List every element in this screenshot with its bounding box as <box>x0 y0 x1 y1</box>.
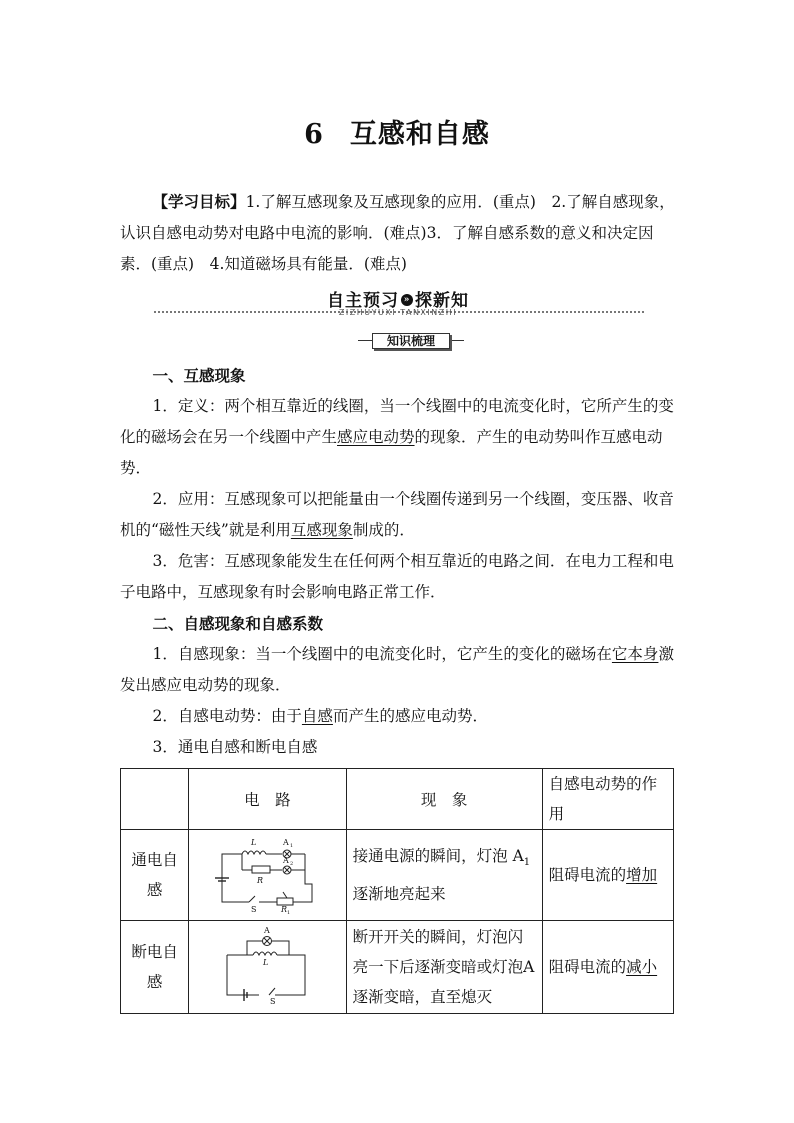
table-corner-cell <box>121 769 189 830</box>
paragraph-definition: 1．定义：两个相互靠近的线圈，当一个线圈中的电流变化时，它所产生的变化的磁场会在另一个线圈中产生感应电动势的现象．产生的电动势叫作互感电动势． <box>120 397 674 477</box>
induction-table <box>120 768 674 1014</box>
page-title <box>0 112 794 151</box>
banner-right-text: 探新知 <box>415 291 469 311</box>
table-row <box>121 830 674 921</box>
inductor-L <box>242 851 266 854</box>
switch-S <box>269 988 275 995</box>
blank-answer: 它本身 <box>611 645 659 663</box>
learning-goals <box>120 186 676 280</box>
header-circuit: 电 路 <box>189 769 346 830</box>
blank-answer: 互感现象 <box>290 521 353 539</box>
svg-text:R: R <box>257 876 264 885</box>
blank-answer: 自感 <box>301 707 333 725</box>
table-header-row <box>121 769 674 830</box>
blank-answer: 增加 <box>626 866 658 884</box>
rheostat-R1 <box>277 898 293 905</box>
wire-left <box>227 955 259 995</box>
switch-S <box>249 896 255 902</box>
svg-text:A: A <box>283 856 290 865</box>
banner-left-text: 自主预习 <box>327 291 399 311</box>
phenomenon-cell: 断开开关的瞬间，灯泡闪亮一下后逐渐变暗或灯泡A逐渐变暗，直至熄灭 <box>346 921 542 1014</box>
wire-right <box>275 955 305 995</box>
row-name: 通电自感 <box>121 830 189 921</box>
svg-text:A: A <box>283 838 290 847</box>
blank-answer: 减小 <box>626 958 658 976</box>
circuit-diagram-cell <box>189 921 346 1014</box>
header-phenomenon: 现 象 <box>346 769 542 830</box>
svg-text:1: 1 <box>287 910 291 914</box>
svg-text:L: L <box>251 838 257 847</box>
make-circuit-diagram <box>207 832 327 914</box>
effect-cell: 阻碍电流的增加 <box>542 830 673 921</box>
row-name: 断电自感 <box>121 921 189 1014</box>
paragraph-self-emf: 2．自感电动势：由于自感而产生的感应电动势． <box>152 707 488 725</box>
svg-text:A: A <box>264 926 271 935</box>
header-effect: 自感电动势的作用 <box>542 769 673 830</box>
svg-text:R: R <box>281 905 288 914</box>
svg-text:L: L <box>263 958 269 967</box>
svg-text:1: 1 <box>290 843 294 849</box>
circuit-diagram-cell <box>189 830 346 921</box>
table-row <box>121 921 674 1014</box>
content-body <box>120 360 676 763</box>
knowledge-badge <box>358 333 464 349</box>
blank-answer: 感应电动势 <box>337 428 415 446</box>
banner-pinyin: ZIZHUYUXI TANXINZHI <box>338 308 458 317</box>
wire-right <box>299 854 312 902</box>
learning-goals-text: 1.了解互感现象及互感现象的应用．(重点) 2.了解自感现象，认识自感电动势对电路中电流的影响．(难点)3．了解自感系数的意义和决定因素．(重点) 4.知道磁场具有能量．(难点) <box>120 193 675 273</box>
svg-text:S: S <box>251 905 257 914</box>
break-circuit-diagram <box>217 925 317 1005</box>
badge-label: 知识梳理 <box>372 333 450 349</box>
paragraph-self-induction: 1．自感现象：当一个线圈中的电流变化时，它产生的变化的磁场在它本身激发出感应电动势的现象． <box>120 645 674 694</box>
paragraph-hazard: 3．危害：互感现象能发生在任何两个相互靠近的电路之间．在电力工程和电子电路中，互感现象有时会影响电路正常工作． <box>120 552 674 601</box>
paragraph-application: 2．应用：互感现象可以把能量由一个线圈传递到另一个线圈，变压器、收音机的“磁性天线”就是利用互感现象制成的． <box>120 490 674 539</box>
banner-arrow-icon: » <box>401 294 413 306</box>
resistor-R <box>252 866 270 873</box>
phenomenon-cell: 接通电源的瞬间，灯泡 $A_1$逐渐地亮起来 <box>346 830 542 921</box>
paragraph-table-intro: 3．通电自感和断电自感 <box>152 738 318 756</box>
learning-goals-label: 【学习目标】 <box>152 192 246 211</box>
section-title-text: 互感和自感 <box>349 119 490 150</box>
section-heading-self: 二、自感现象和自感系数 <box>152 614 324 633</box>
svg-text:2: 2 <box>290 861 294 867</box>
svg-text:S: S <box>270 997 276 1005</box>
inductor-L <box>253 952 277 955</box>
effect-cell: 阻碍电流的减小 <box>542 921 673 1014</box>
section-heading-mutual: 一、互感现象 <box>152 366 246 385</box>
section-number: 6 <box>304 119 324 150</box>
section-banner <box>120 286 676 320</box>
